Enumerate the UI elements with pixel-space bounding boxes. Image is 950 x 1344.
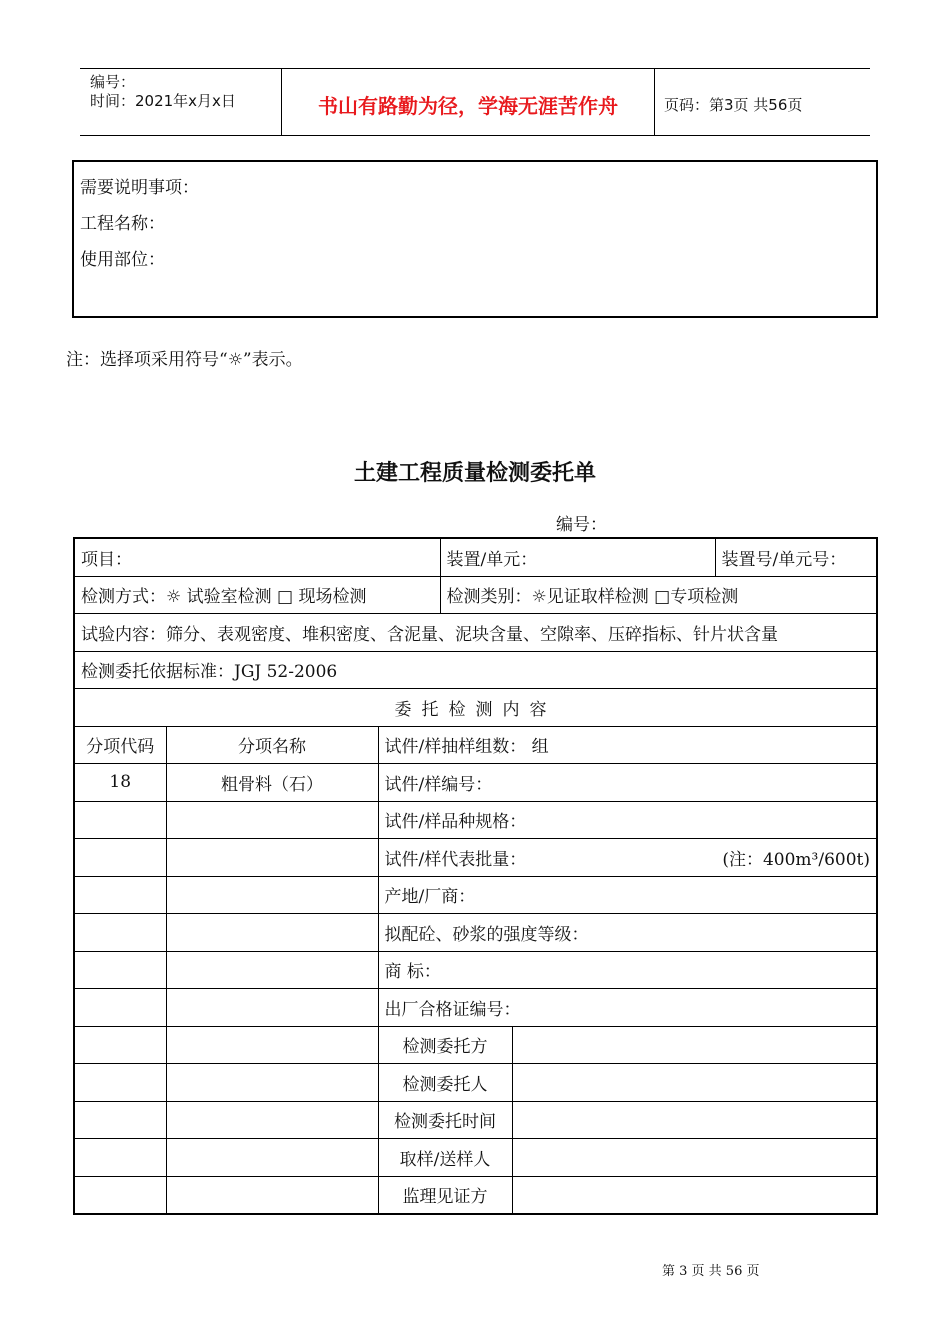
item-code-cell[interactable] xyxy=(74,914,166,952)
table-row xyxy=(74,651,877,689)
client-person-value[interactable] xyxy=(512,1064,877,1102)
test-content-field: 试验内容：筛分、表观密度、堆积密度、含泥量、泥块含量、空隙率、压碎指标、针片状含量 xyxy=(74,614,877,652)
certificate-field[interactable]: 出厂合格证编号： xyxy=(378,989,877,1027)
item-name-cell[interactable] xyxy=(166,914,378,952)
column-header-code: 分项代码 xyxy=(74,726,166,764)
client-time-value[interactable] xyxy=(512,1101,877,1139)
table-row xyxy=(74,801,877,839)
header-motto: 书山有路勤为径，学海无涯苦作舟 xyxy=(318,94,618,118)
header-divider-left xyxy=(281,68,282,136)
item-name-cell[interactable] xyxy=(166,876,378,914)
page-footer: 第 3 页 共 56 页 xyxy=(662,1264,760,1279)
item-name-cell[interactable] xyxy=(166,989,378,1027)
item-code-cell[interactable] xyxy=(74,839,166,877)
page-title: 土建工程质量检测委托单 xyxy=(353,461,596,486)
item-name-cell: 粗骨料（石） xyxy=(166,764,378,802)
brand-field[interactable]: 商 标： xyxy=(378,951,877,989)
sample-number-field[interactable]: 试件/样编号： xyxy=(378,764,877,802)
sampler-value[interactable] xyxy=(512,1139,877,1177)
sample-batch-field[interactable] xyxy=(378,839,877,877)
notes-line-description: 需要说明事项： xyxy=(80,178,199,198)
project-field[interactable]: 项目： xyxy=(74,538,440,576)
table-row xyxy=(74,989,877,1027)
header-divider-right xyxy=(654,68,655,136)
header-time: 时间：2021年x月x日 xyxy=(90,92,236,110)
batch-note: (注：400m³/600t) xyxy=(722,849,870,870)
supervisor-value[interactable] xyxy=(512,1176,877,1214)
sample-batch-label: 试件/样代表批量： xyxy=(384,849,527,870)
table-row xyxy=(74,951,877,989)
commission-form-table xyxy=(73,537,878,1215)
item-code-cell[interactable] xyxy=(74,1139,166,1177)
sample-groups-field[interactable]: 试件/样抽样组数： 组 xyxy=(378,726,877,764)
header-top-rule xyxy=(80,68,870,69)
item-name-cell[interactable] xyxy=(166,801,378,839)
strength-grade-field[interactable]: 拟配砼、砂浆的强度等级： xyxy=(378,914,877,952)
form-serial-label: 编号： xyxy=(556,515,607,535)
client-person-label: 检测委托人 xyxy=(378,1064,512,1102)
item-code-cell[interactable] xyxy=(74,1026,166,1064)
notes-box xyxy=(72,160,878,318)
client-party-label: 检测委托方 xyxy=(378,1026,512,1064)
table-row xyxy=(74,839,877,877)
item-code-cell[interactable] xyxy=(74,951,166,989)
item-code-cell[interactable] xyxy=(74,1064,166,1102)
table-row xyxy=(74,1026,877,1064)
item-name-cell[interactable] xyxy=(166,1139,378,1177)
item-name-cell[interactable] xyxy=(166,1101,378,1139)
sample-spec-field[interactable]: 试件/样品种规格： xyxy=(378,801,877,839)
notes-line-usage-location: 使用部位： xyxy=(80,250,165,270)
item-name-cell[interactable] xyxy=(166,839,378,877)
item-code-cell[interactable] xyxy=(74,876,166,914)
item-name-cell[interactable] xyxy=(166,1176,378,1214)
item-code-cell: 18 xyxy=(74,764,166,802)
table-row xyxy=(74,614,877,652)
client-time-label: 检测委托时间 xyxy=(378,1101,512,1139)
unit-field[interactable]: 装置/单元： xyxy=(440,538,715,576)
item-code-cell[interactable] xyxy=(74,1101,166,1139)
table-row xyxy=(74,1064,877,1102)
header-bottom-rule xyxy=(80,135,870,136)
selection-note: 注：选择项采用符号“☼”表示。 xyxy=(66,350,303,370)
header-page-info: 页码：第3页 共56页 xyxy=(664,96,803,114)
sampler-label: 取样/送样人 xyxy=(378,1139,512,1177)
table-row xyxy=(74,764,877,802)
notes-line-project-name: 工程名称： xyxy=(80,214,165,234)
column-header-name: 分项名称 xyxy=(166,726,378,764)
item-code-cell[interactable] xyxy=(74,1176,166,1214)
table-row xyxy=(74,689,877,727)
item-name-cell[interactable] xyxy=(166,1026,378,1064)
table-row xyxy=(74,914,877,952)
test-method-field[interactable]: 检测方式：☼ 试验室检测 □ 现场检测 xyxy=(74,576,440,614)
client-party-value[interactable] xyxy=(512,1026,877,1064)
table-row xyxy=(74,1139,877,1177)
unit-number-field[interactable]: 装置号/单元号： xyxy=(715,538,877,576)
origin-field[interactable]: 产地/厂商： xyxy=(378,876,877,914)
table-row xyxy=(74,876,877,914)
item-name-cell[interactable] xyxy=(166,1064,378,1102)
test-category-field[interactable]: 检测类别：☼见证取样检测 □专项检测 xyxy=(440,576,877,614)
supervisor-label: 监理见证方 xyxy=(378,1176,512,1214)
table-row xyxy=(74,576,877,614)
header-number-label: 编号： xyxy=(90,73,136,91)
item-name-cell[interactable] xyxy=(166,951,378,989)
test-standard-field: 检测委托依据标准：JGJ 52-2006 xyxy=(74,651,877,689)
section-header: 委托检测内容 xyxy=(74,689,877,727)
table-row xyxy=(74,1176,877,1214)
item-code-cell[interactable] xyxy=(74,989,166,1027)
item-code-cell[interactable] xyxy=(74,801,166,839)
table-row xyxy=(74,1101,877,1139)
table-row xyxy=(74,726,877,764)
table-row xyxy=(74,538,877,576)
